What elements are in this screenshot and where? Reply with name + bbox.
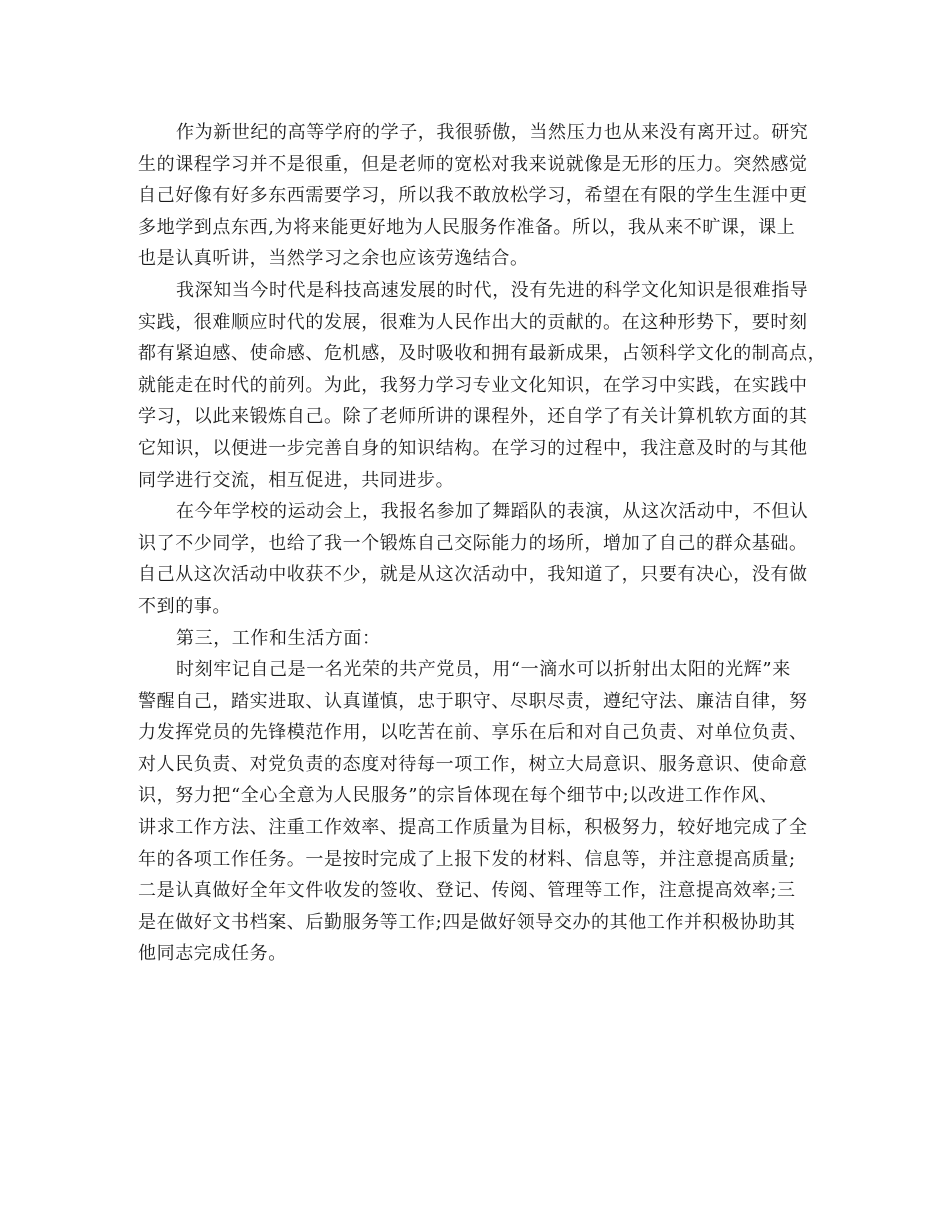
text-line: 实践，很难顺应时代的发展，很难为人民作出大的贡献的。在这种形势下，要时刻 bbox=[138, 311, 808, 333]
text-line: 在今年学校的运动会上，我报名参加了舞蹈队的表演，从这次活动中，不但认 bbox=[176, 501, 809, 523]
text-line: 自己从这次活动中收获不少，就是从这次活动中，我知道了，只要有决心，没有做 bbox=[138, 564, 808, 586]
text-line: 也是认真听讲，当然学习之余也应该劳逸结合。 bbox=[138, 248, 529, 270]
text-line: 它知识，以便进一步完善自身的知识结构。在学习的过程中，我注意及时的与其他 bbox=[138, 437, 808, 459]
text-line: 生的课程学习并不是很重，但是老师的宽松对我来说就像是无形的压力。突然感觉 bbox=[138, 153, 808, 175]
text-line: 力发挥党员的先锋模范作用，以吃苦在前、享乐在后和对自己负责、对单位负责、 bbox=[138, 722, 808, 744]
text-line: 同学进行交流，相互促进，共同进步。 bbox=[138, 469, 455, 491]
text-line: 学习，以此来锻炼自己。除了老师所讲的课程外，还自学了有关计算机软方面的其 bbox=[138, 406, 808, 428]
text-line: 年的各项工作任务。一是按时完成了上报下发的材料、信息等，并注意提高质量; bbox=[138, 848, 796, 870]
text-line: 对人民负责、对党负责的态度对待每一项工作，树立大局意识、服务意识、使命意 bbox=[138, 753, 808, 775]
text-line: 都有紧迫感、使命感、危机感，及时吸收和拥有最新成果，占领科学文化的制高点， bbox=[138, 343, 827, 365]
text-line: 多地学到点东西,为将来能更好地为人民服务作准备。所以，我从来不旷课，课上 bbox=[138, 216, 796, 238]
text-line: 我深知当今时代是科技高速发展的时代，没有先进的科学文化知识是很难指导 bbox=[176, 279, 809, 301]
text-line: 识了不少同学，也给了我一个锻炼自己交际能力的场所，增加了自己的群众基础。 bbox=[138, 532, 808, 554]
text-line: 是在做好文书档案、后勤服务等工作;四是做好领导交办的其他工作并积极协助其 bbox=[138, 911, 796, 933]
text-line: 时刻牢记自己是一名光荣的共产党员，用“一滴水可以折射出太阳的光辉”来 bbox=[176, 659, 791, 681]
text-line: 二是认真做好全年文件收发的签收、登记、传阅、管理等工作，注意提高效率;三 bbox=[138, 880, 796, 902]
text-line: 讲求工作方法、注重工作效率、提高工作质量为目标，积极努力，较好地完成了全 bbox=[138, 817, 808, 839]
text-line: 识，努力把“全心全意为人民服务”的宗旨体现在每个细节中;以改进工作作风、 bbox=[138, 785, 779, 807]
text-line: 作为新世纪的高等学府的学子，我很骄傲，当然压力也从来没有离开过。研究 bbox=[176, 122, 809, 143]
document-body bbox=[138, 117, 828, 970]
text-line: 自己好像有好多东西需要学习，所以我不敢放松学习，希望在有限的学生生涯中更 bbox=[138, 185, 808, 207]
text-line: 他同志完成任务。 bbox=[138, 943, 287, 965]
text-line: 不到的事。 bbox=[138, 595, 231, 617]
text-line: 警醒自己，踏实进取、认真谨慎，忠于职守、尽职尽责，遵纪守法、廉洁自律，努 bbox=[138, 690, 808, 712]
text-line: 就能走在时代的前列。为此，我努力学习专业文化知识，在学习中实践，在实践中 bbox=[138, 374, 808, 396]
text-line: 第三，工作和生活方面： bbox=[176, 627, 381, 649]
